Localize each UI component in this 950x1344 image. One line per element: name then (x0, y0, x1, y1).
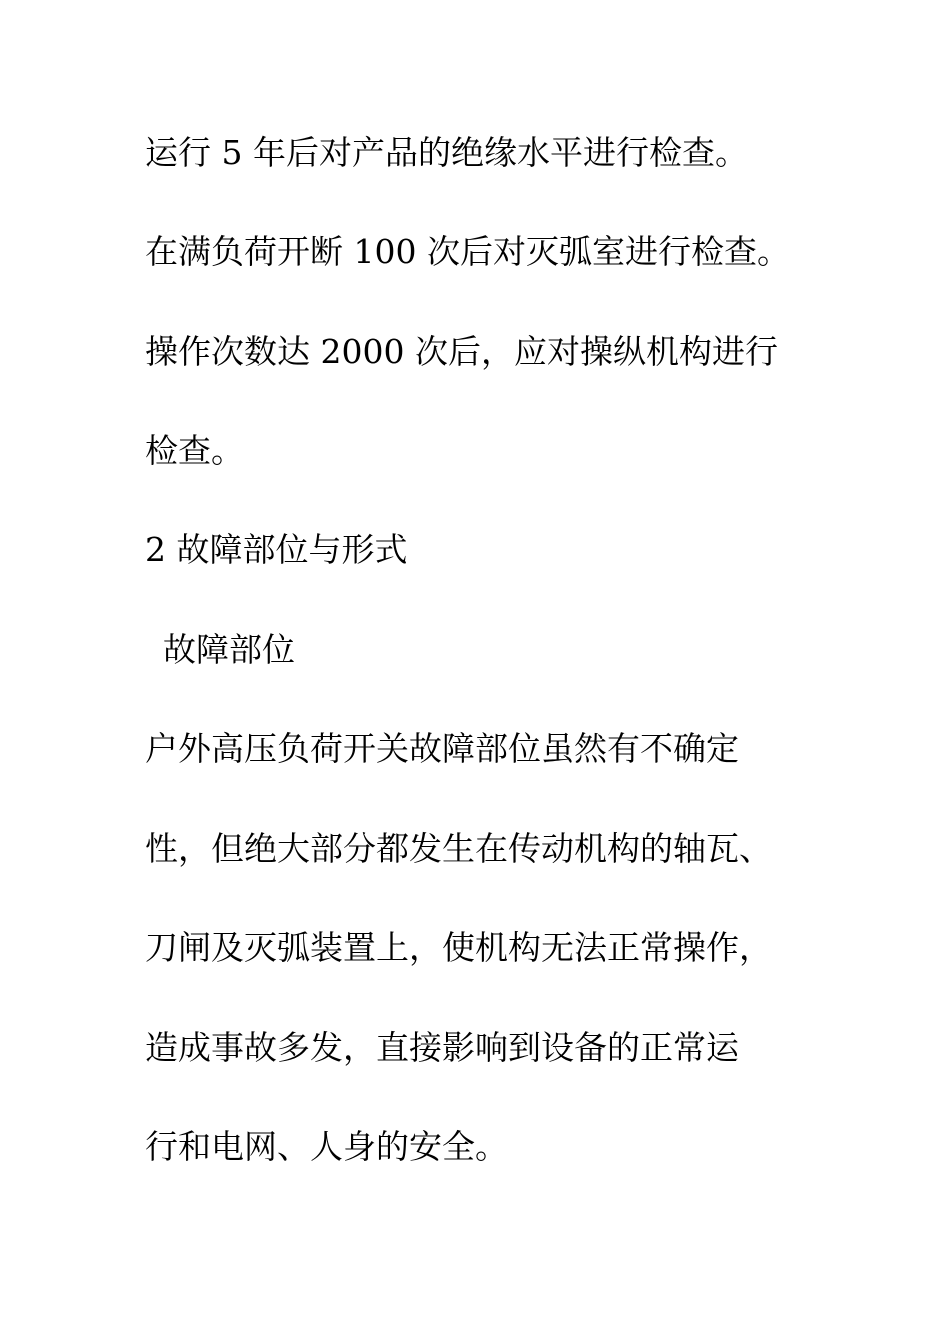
paragraph-line: 操作次数达 2000 次后，应对操纵机构进行 (145, 332, 778, 371)
paragraph-line: 性，但绝大部分都发生在传动机构的轴瓦、 (145, 829, 772, 868)
section-heading: 2 故障部位与形式 (145, 530, 408, 569)
paragraph-line: 户外高压负荷开关故障部位虽然有不确定 (145, 729, 739, 768)
subsection-heading: 故障部位 (163, 630, 295, 669)
paragraph-line: 在满负荷开断 100 次后对灭弧室进行检查。 (145, 232, 790, 271)
paragraph-line: 行和电网、人身的安全。 (145, 1127, 508, 1166)
paragraph-line: 检查。 (145, 431, 244, 470)
paragraph-line: 造成事故多发，直接影响到设备的正常运 (145, 1028, 739, 1067)
paragraph-line: 刀闸及灭弧装置上，使机构无法正常操作， (145, 928, 772, 967)
paragraph-line: 运行 5 年后对产品的绝缘水平进行检查。 (145, 133, 748, 172)
